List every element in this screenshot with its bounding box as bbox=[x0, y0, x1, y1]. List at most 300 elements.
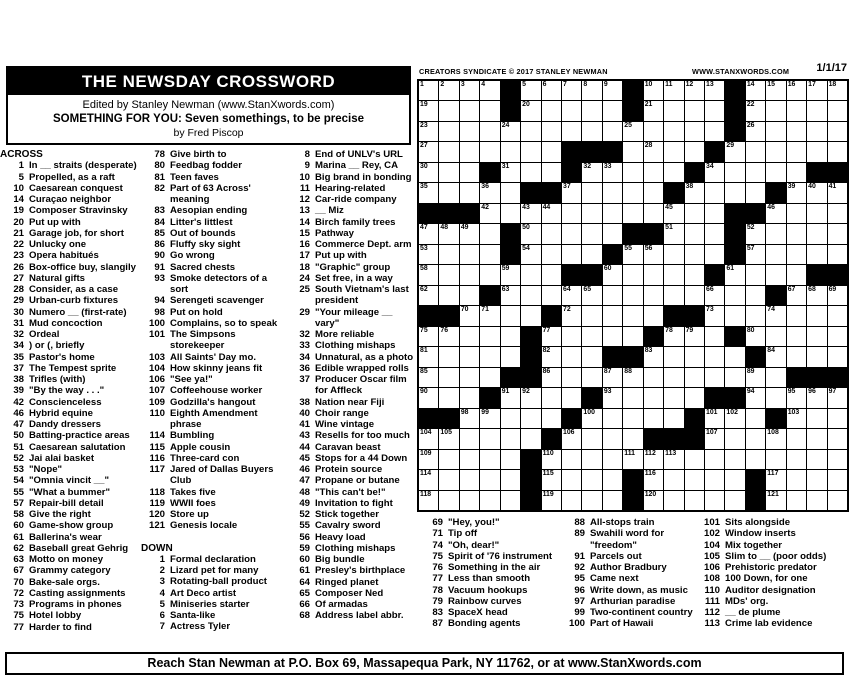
grid-cell[interactable] bbox=[705, 470, 724, 489]
grid-cell[interactable] bbox=[542, 224, 561, 243]
grid-cell[interactable] bbox=[807, 81, 826, 100]
grid-cell[interactable] bbox=[685, 491, 704, 510]
grid-cell[interactable] bbox=[828, 470, 847, 489]
grid-cell[interactable] bbox=[828, 81, 847, 100]
grid-cell[interactable] bbox=[766, 122, 785, 141]
grid-cell[interactable] bbox=[807, 204, 826, 223]
grid-cell[interactable] bbox=[766, 470, 785, 489]
grid-cell[interactable] bbox=[705, 183, 724, 202]
grid-cell[interactable] bbox=[807, 388, 826, 407]
grid-cell[interactable] bbox=[480, 306, 499, 325]
grid-cell[interactable] bbox=[521, 265, 540, 284]
grid-cell[interactable] bbox=[644, 142, 663, 161]
grid-cell[interactable] bbox=[562, 224, 581, 243]
grid-cell[interactable] bbox=[787, 347, 806, 366]
grid-cell[interactable] bbox=[787, 409, 806, 428]
grid-cell[interactable] bbox=[725, 286, 744, 305]
grid-cell[interactable] bbox=[480, 122, 499, 141]
grid-cell[interactable] bbox=[725, 429, 744, 448]
grid-cell[interactable] bbox=[480, 142, 499, 161]
grid-cell[interactable] bbox=[562, 204, 581, 223]
grid-cell[interactable] bbox=[582, 491, 601, 510]
grid-cell[interactable] bbox=[623, 265, 642, 284]
grid-cell[interactable] bbox=[582, 101, 601, 120]
grid-cell[interactable] bbox=[480, 81, 499, 100]
grid-cell[interactable] bbox=[480, 347, 499, 366]
grid-cell[interactable] bbox=[644, 183, 663, 202]
grid-cell[interactable] bbox=[705, 286, 724, 305]
grid-cell[interactable] bbox=[501, 347, 520, 366]
grid-cell[interactable] bbox=[828, 245, 847, 264]
grid-cell[interactable] bbox=[644, 306, 663, 325]
grid-cell[interactable] bbox=[746, 388, 765, 407]
grid-cell[interactable] bbox=[664, 347, 683, 366]
grid-cell[interactable] bbox=[664, 388, 683, 407]
grid-cell[interactable] bbox=[644, 347, 663, 366]
grid-cell[interactable] bbox=[562, 327, 581, 346]
grid-cell[interactable] bbox=[501, 429, 520, 448]
grid-cell[interactable] bbox=[582, 183, 601, 202]
grid-cell[interactable] bbox=[644, 204, 663, 223]
grid-cell[interactable] bbox=[705, 491, 724, 510]
grid-cell[interactable] bbox=[603, 183, 622, 202]
grid-cell[interactable] bbox=[664, 265, 683, 284]
grid-cell[interactable] bbox=[501, 409, 520, 428]
grid-cell[interactable] bbox=[521, 122, 540, 141]
grid-cell[interactable] bbox=[480, 265, 499, 284]
grid-cell[interactable] bbox=[480, 224, 499, 243]
grid-cell[interactable] bbox=[623, 286, 642, 305]
grid-cell[interactable] bbox=[623, 122, 642, 141]
grid-cell[interactable] bbox=[419, 183, 438, 202]
grid-cell[interactable] bbox=[460, 327, 479, 346]
grid-cell[interactable] bbox=[439, 122, 458, 141]
grid-cell[interactable] bbox=[521, 429, 540, 448]
grid-cell[interactable] bbox=[582, 81, 601, 100]
grid-cell[interactable] bbox=[603, 450, 622, 469]
grid-cell[interactable] bbox=[439, 470, 458, 489]
grid-cell[interactable] bbox=[787, 429, 806, 448]
grid-cell[interactable] bbox=[603, 122, 622, 141]
grid-cell[interactable] bbox=[766, 306, 785, 325]
grid-cell[interactable] bbox=[521, 286, 540, 305]
grid-cell[interactable] bbox=[685, 450, 704, 469]
grid-cell[interactable] bbox=[746, 306, 765, 325]
grid-cell[interactable] bbox=[419, 142, 438, 161]
grid-cell[interactable] bbox=[807, 347, 826, 366]
grid-cell[interactable] bbox=[807, 286, 826, 305]
grid-cell[interactable] bbox=[725, 142, 744, 161]
grid-cell[interactable] bbox=[521, 224, 540, 243]
grid-cell[interactable] bbox=[623, 327, 642, 346]
grid-cell[interactable] bbox=[501, 306, 520, 325]
grid-cell[interactable] bbox=[787, 142, 806, 161]
grid-cell[interactable] bbox=[685, 470, 704, 489]
grid-cell[interactable] bbox=[685, 265, 704, 284]
grid-cell[interactable] bbox=[562, 450, 581, 469]
grid-cell[interactable] bbox=[787, 450, 806, 469]
grid-cell[interactable] bbox=[623, 429, 642, 448]
grid-cell[interactable] bbox=[419, 429, 438, 448]
grid-cell[interactable] bbox=[828, 347, 847, 366]
grid-cell[interactable] bbox=[685, 347, 704, 366]
grid-cell[interactable] bbox=[419, 101, 438, 120]
grid-cell[interactable] bbox=[542, 122, 561, 141]
grid-cell[interactable] bbox=[746, 163, 765, 182]
grid-cell[interactable] bbox=[460, 224, 479, 243]
grid-cell[interactable] bbox=[828, 388, 847, 407]
grid-cell[interactable] bbox=[807, 142, 826, 161]
grid-cell[interactable] bbox=[542, 470, 561, 489]
grid-cell[interactable] bbox=[766, 429, 785, 448]
grid-cell[interactable] bbox=[501, 450, 520, 469]
grid-cell[interactable] bbox=[419, 286, 438, 305]
grid-cell[interactable] bbox=[623, 450, 642, 469]
grid-cell[interactable] bbox=[705, 101, 724, 120]
grid-cell[interactable] bbox=[787, 163, 806, 182]
grid-cell[interactable] bbox=[685, 245, 704, 264]
grid-cell[interactable] bbox=[725, 450, 744, 469]
grid-cell[interactable] bbox=[460, 245, 479, 264]
grid-cell[interactable] bbox=[603, 286, 622, 305]
grid-cell[interactable] bbox=[501, 183, 520, 202]
grid-cell[interactable] bbox=[460, 122, 479, 141]
grid-cell[interactable] bbox=[828, 224, 847, 243]
grid-cell[interactable] bbox=[746, 429, 765, 448]
grid-cell[interactable] bbox=[582, 429, 601, 448]
grid-cell[interactable] bbox=[685, 183, 704, 202]
grid-cell[interactable] bbox=[603, 204, 622, 223]
grid-cell[interactable] bbox=[685, 204, 704, 223]
grid-cell[interactable] bbox=[807, 306, 826, 325]
grid-cell[interactable] bbox=[787, 245, 806, 264]
grid-cell[interactable] bbox=[419, 327, 438, 346]
grid-cell[interactable] bbox=[787, 265, 806, 284]
grid-cell[interactable] bbox=[562, 122, 581, 141]
grid-cell[interactable] bbox=[705, 429, 724, 448]
grid-cell[interactable] bbox=[439, 81, 458, 100]
grid-cell[interactable] bbox=[501, 142, 520, 161]
grid-cell[interactable] bbox=[725, 183, 744, 202]
grid-cell[interactable] bbox=[439, 429, 458, 448]
grid-cell[interactable] bbox=[582, 224, 601, 243]
grid-cell[interactable] bbox=[787, 327, 806, 346]
grid-cell[interactable] bbox=[542, 450, 561, 469]
grid-cell[interactable] bbox=[807, 101, 826, 120]
grid-cell[interactable] bbox=[664, 470, 683, 489]
grid-cell[interactable] bbox=[460, 81, 479, 100]
grid-cell[interactable] bbox=[460, 409, 479, 428]
grid-cell[interactable] bbox=[766, 163, 785, 182]
grid-cell[interactable] bbox=[460, 142, 479, 161]
grid-cell[interactable] bbox=[685, 122, 704, 141]
grid-cell[interactable] bbox=[480, 245, 499, 264]
grid-cell[interactable] bbox=[685, 388, 704, 407]
grid-cell[interactable] bbox=[603, 409, 622, 428]
grid-cell[interactable] bbox=[603, 491, 622, 510]
grid-cell[interactable] bbox=[501, 204, 520, 223]
grid-cell[interactable] bbox=[419, 450, 438, 469]
grid-cell[interactable] bbox=[685, 368, 704, 387]
grid-cell[interactable] bbox=[807, 327, 826, 346]
grid-cell[interactable] bbox=[725, 470, 744, 489]
grid-cell[interactable] bbox=[439, 327, 458, 346]
grid-cell[interactable] bbox=[521, 163, 540, 182]
grid-cell[interactable] bbox=[807, 122, 826, 141]
grid-cell[interactable] bbox=[664, 450, 683, 469]
grid-cell[interactable] bbox=[419, 388, 438, 407]
grid-cell[interactable] bbox=[460, 491, 479, 510]
grid-cell[interactable] bbox=[439, 368, 458, 387]
grid-cell[interactable] bbox=[582, 470, 601, 489]
grid-cell[interactable] bbox=[685, 286, 704, 305]
grid-cell[interactable] bbox=[439, 491, 458, 510]
grid-cell[interactable] bbox=[664, 327, 683, 346]
grid-cell[interactable] bbox=[501, 122, 520, 141]
grid-cell[interactable] bbox=[828, 327, 847, 346]
grid-cell[interactable] bbox=[542, 204, 561, 223]
grid-cell[interactable] bbox=[501, 491, 520, 510]
grid-cell[interactable] bbox=[542, 388, 561, 407]
grid-cell[interactable] bbox=[439, 245, 458, 264]
grid-cell[interactable] bbox=[460, 429, 479, 448]
grid-cell[interactable] bbox=[664, 81, 683, 100]
grid-cell[interactable] bbox=[419, 245, 438, 264]
grid-cell[interactable] bbox=[419, 122, 438, 141]
grid-cell[interactable] bbox=[439, 265, 458, 284]
grid-cell[interactable] bbox=[480, 204, 499, 223]
grid-cell[interactable] bbox=[623, 306, 642, 325]
grid-cell[interactable] bbox=[623, 163, 642, 182]
grid-cell[interactable] bbox=[664, 163, 683, 182]
grid-cell[interactable] bbox=[562, 183, 581, 202]
grid-cell[interactable] bbox=[603, 163, 622, 182]
grid-cell[interactable] bbox=[807, 491, 826, 510]
grid-cell[interactable] bbox=[644, 101, 663, 120]
grid-cell[interactable] bbox=[664, 224, 683, 243]
grid-cell[interactable] bbox=[828, 122, 847, 141]
grid-cell[interactable] bbox=[542, 368, 561, 387]
grid-cell[interactable] bbox=[623, 368, 642, 387]
grid-cell[interactable] bbox=[766, 327, 785, 346]
grid-cell[interactable] bbox=[480, 101, 499, 120]
grid-cell[interactable] bbox=[746, 81, 765, 100]
grid-cell[interactable] bbox=[664, 245, 683, 264]
grid-cell[interactable] bbox=[705, 122, 724, 141]
grid-cell[interactable] bbox=[685, 327, 704, 346]
grid-cell[interactable] bbox=[705, 306, 724, 325]
grid-cell[interactable] bbox=[521, 101, 540, 120]
grid-cell[interactable] bbox=[725, 163, 744, 182]
grid-cell[interactable] bbox=[419, 491, 438, 510]
grid-cell[interactable] bbox=[664, 142, 683, 161]
grid-cell[interactable] bbox=[766, 142, 785, 161]
grid-cell[interactable] bbox=[582, 347, 601, 366]
grid-cell[interactable] bbox=[766, 368, 785, 387]
grid-cell[interactable] bbox=[746, 142, 765, 161]
grid-cell[interactable] bbox=[705, 163, 724, 182]
grid-cell[interactable] bbox=[562, 286, 581, 305]
grid-cell[interactable] bbox=[501, 388, 520, 407]
grid-cell[interactable] bbox=[623, 409, 642, 428]
grid-cell[interactable] bbox=[623, 245, 642, 264]
grid-cell[interactable] bbox=[542, 245, 561, 264]
grid-cell[interactable] bbox=[542, 327, 561, 346]
grid-cell[interactable] bbox=[705, 368, 724, 387]
grid-cell[interactable] bbox=[562, 347, 581, 366]
grid-cell[interactable] bbox=[419, 224, 438, 243]
grid-cell[interactable] bbox=[828, 409, 847, 428]
grid-cell[interactable] bbox=[460, 347, 479, 366]
grid-cell[interactable] bbox=[746, 450, 765, 469]
grid-cell[interactable] bbox=[766, 491, 785, 510]
grid-cell[interactable] bbox=[480, 450, 499, 469]
grid-cell[interactable] bbox=[807, 450, 826, 469]
grid-cell[interactable] bbox=[439, 224, 458, 243]
grid-cell[interactable] bbox=[603, 101, 622, 120]
grid-cell[interactable] bbox=[460, 265, 479, 284]
grid-cell[interactable] bbox=[746, 327, 765, 346]
grid-cell[interactable] bbox=[480, 183, 499, 202]
grid-cell[interactable] bbox=[542, 409, 561, 428]
grid-cell[interactable] bbox=[787, 81, 806, 100]
grid-cell[interactable] bbox=[562, 81, 581, 100]
grid-cell[interactable] bbox=[828, 450, 847, 469]
grid-cell[interactable] bbox=[828, 286, 847, 305]
grid-cell[interactable] bbox=[460, 286, 479, 305]
grid-cell[interactable] bbox=[623, 142, 642, 161]
grid-cell[interactable] bbox=[460, 450, 479, 469]
grid-cell[interactable] bbox=[828, 204, 847, 223]
grid-cell[interactable] bbox=[460, 470, 479, 489]
grid-cell[interactable] bbox=[460, 183, 479, 202]
grid-cell[interactable] bbox=[807, 470, 826, 489]
grid-cell[interactable] bbox=[807, 224, 826, 243]
grid-cell[interactable] bbox=[664, 368, 683, 387]
grid-cell[interactable] bbox=[603, 470, 622, 489]
grid-cell[interactable] bbox=[603, 429, 622, 448]
grid-cell[interactable] bbox=[644, 286, 663, 305]
grid-cell[interactable] bbox=[644, 368, 663, 387]
grid-cell[interactable] bbox=[562, 491, 581, 510]
grid-cell[interactable] bbox=[828, 491, 847, 510]
grid-cell[interactable] bbox=[521, 204, 540, 223]
grid-cell[interactable] bbox=[725, 265, 744, 284]
grid-cell[interactable] bbox=[460, 368, 479, 387]
grid-cell[interactable] bbox=[439, 450, 458, 469]
grid-cell[interactable] bbox=[562, 388, 581, 407]
grid-cell[interactable] bbox=[562, 470, 581, 489]
grid-cell[interactable] bbox=[705, 347, 724, 366]
grid-cell[interactable] bbox=[685, 224, 704, 243]
grid-cell[interactable] bbox=[766, 204, 785, 223]
grid-cell[interactable] bbox=[460, 306, 479, 325]
grid-cell[interactable] bbox=[787, 491, 806, 510]
grid-cell[interactable] bbox=[419, 265, 438, 284]
grid-cell[interactable] bbox=[562, 101, 581, 120]
grid-cell[interactable] bbox=[644, 81, 663, 100]
grid-cell[interactable] bbox=[787, 388, 806, 407]
grid-cell[interactable] bbox=[807, 429, 826, 448]
grid-cell[interactable] bbox=[725, 491, 744, 510]
grid-cell[interactable] bbox=[603, 81, 622, 100]
grid-cell[interactable] bbox=[542, 265, 561, 284]
grid-cell[interactable] bbox=[582, 204, 601, 223]
grid-cell[interactable] bbox=[725, 347, 744, 366]
grid-cell[interactable] bbox=[787, 101, 806, 120]
grid-cell[interactable] bbox=[542, 347, 561, 366]
grid-cell[interactable] bbox=[766, 245, 785, 264]
grid-cell[interactable] bbox=[766, 450, 785, 469]
grid-cell[interactable] bbox=[501, 265, 520, 284]
grid-cell[interactable] bbox=[746, 245, 765, 264]
grid-cell[interactable] bbox=[460, 388, 479, 407]
grid-cell[interactable] bbox=[542, 286, 561, 305]
grid-cell[interactable] bbox=[460, 101, 479, 120]
grid-cell[interactable] bbox=[603, 306, 622, 325]
grid-cell[interactable] bbox=[501, 286, 520, 305]
grid-cell[interactable] bbox=[603, 265, 622, 284]
grid-cell[interactable] bbox=[480, 491, 499, 510]
grid-cell[interactable] bbox=[603, 327, 622, 346]
grid-cell[interactable] bbox=[419, 470, 438, 489]
grid-cell[interactable] bbox=[582, 327, 601, 346]
grid-cell[interactable] bbox=[664, 101, 683, 120]
grid-cell[interactable] bbox=[603, 368, 622, 387]
grid-cell[interactable] bbox=[480, 368, 499, 387]
grid-cell[interactable] bbox=[603, 388, 622, 407]
grid-cell[interactable] bbox=[725, 306, 744, 325]
grid-cell[interactable] bbox=[644, 122, 663, 141]
grid-cell[interactable] bbox=[787, 224, 806, 243]
grid-cell[interactable] bbox=[807, 183, 826, 202]
grid-cell[interactable] bbox=[807, 409, 826, 428]
grid-cell[interactable] bbox=[582, 450, 601, 469]
grid-cell[interactable] bbox=[766, 224, 785, 243]
grid-cell[interactable] bbox=[480, 409, 499, 428]
grid-cell[interactable] bbox=[828, 306, 847, 325]
grid-cell[interactable] bbox=[623, 183, 642, 202]
grid-cell[interactable] bbox=[582, 245, 601, 264]
grid-cell[interactable] bbox=[582, 409, 601, 428]
grid-cell[interactable] bbox=[542, 142, 561, 161]
grid-cell[interactable] bbox=[685, 81, 704, 100]
grid-cell[interactable] bbox=[542, 81, 561, 100]
grid-cell[interactable] bbox=[644, 388, 663, 407]
grid-cell[interactable] bbox=[521, 388, 540, 407]
grid-cell[interactable] bbox=[501, 470, 520, 489]
grid-cell[interactable] bbox=[521, 245, 540, 264]
grid-cell[interactable] bbox=[582, 368, 601, 387]
grid-cell[interactable] bbox=[746, 286, 765, 305]
grid-cell[interactable] bbox=[787, 470, 806, 489]
grid-cell[interactable] bbox=[828, 142, 847, 161]
grid-cell[interactable] bbox=[725, 368, 744, 387]
grid-cell[interactable] bbox=[439, 142, 458, 161]
grid-cell[interactable] bbox=[807, 245, 826, 264]
grid-cell[interactable] bbox=[664, 491, 683, 510]
grid-cell[interactable] bbox=[746, 101, 765, 120]
grid-cell[interactable] bbox=[664, 409, 683, 428]
grid-cell[interactable] bbox=[439, 347, 458, 366]
grid-cell[interactable] bbox=[705, 245, 724, 264]
grid-cell[interactable] bbox=[521, 142, 540, 161]
grid-cell[interactable] bbox=[787, 204, 806, 223]
grid-cell[interactable] bbox=[582, 286, 601, 305]
grid-cell[interactable] bbox=[419, 163, 438, 182]
grid-cell[interactable] bbox=[705, 409, 724, 428]
grid-cell[interactable] bbox=[828, 429, 847, 448]
